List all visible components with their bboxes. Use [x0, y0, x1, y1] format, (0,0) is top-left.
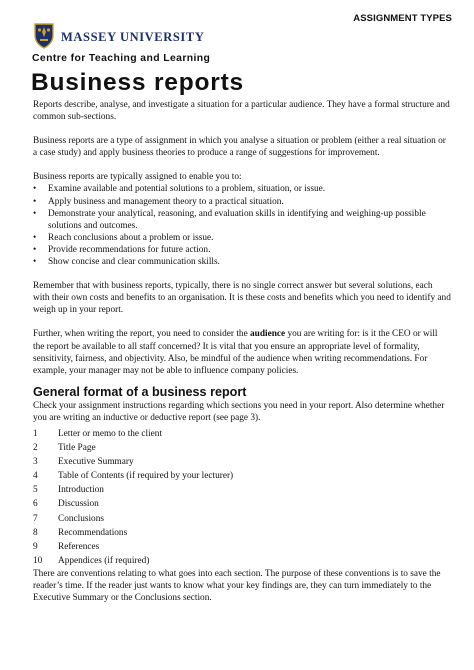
list-item	[33, 512, 451, 526]
audience-paragraph	[33, 328, 451, 376]
audience-text-after: you are writing for: is it the CEO or will the report be available to all staff concerned? It is vital that you ensure an appropriate level of formality, sensitivity, fairness, and objectivity. Also, be mindful of the audience when writing recommendations. For example, your manager may not be able to influence company policies.	[33, 329, 438, 376]
item-number: 2	[33, 443, 38, 454]
university-name: MASSEY UNIVERSITY	[61, 29, 205, 44]
list-item	[33, 427, 451, 441]
item-number: 6	[33, 499, 38, 510]
audience-bold-term: audience	[250, 329, 286, 340]
format-numbered-list	[33, 427, 451, 568]
item-text: Introduction	[58, 485, 104, 496]
item-number: 5	[33, 485, 38, 496]
intro-paragraph: Reports describe, analyse, and investigate a situation for a particular audience. They have a formal structure and common sub-sections.	[33, 100, 450, 123]
header-tag: ASSIGNMENT TYPES	[353, 13, 452, 24]
item-number: 8	[33, 527, 38, 538]
purpose-bullet-list	[33, 183, 451, 268]
university-crest-icon	[33, 21, 55, 49]
list-item	[33, 455, 451, 469]
item-number: 3	[33, 457, 38, 468]
section-intro-paragraph: Check your assignment instructions regarding which sections you need in your report. Also determine whether you are writing an inductive or deductive report (see page 3).	[33, 400, 445, 423]
item-text: Table of Contents (if required by your lecturer)	[58, 471, 234, 482]
list-item	[33, 554, 451, 568]
centre-name: Centre for Teaching and Learning	[32, 53, 211, 64]
list-item	[33, 483, 451, 497]
closing-paragraph: There are conventions relating to what goes into each section. The purpose of these conventions is to save the reader’s time. If the reader just wants to know what your key findings are, they can turn immediately to the Executive Summary or the Conclusions section.	[33, 568, 441, 604]
audience-text-before: Further, when writing the report, you need to consider the	[33, 329, 251, 340]
item-text: References	[58, 541, 100, 552]
university-logo	[33, 21, 204, 49]
item-text: Letter or memo to the client	[58, 428, 163, 439]
page-title: Business reports	[31, 69, 244, 96]
item-number: 9	[33, 541, 38, 552]
item-text: Title Page	[58, 443, 96, 454]
item-text: Conclusions	[58, 513, 104, 524]
list-item	[33, 526, 451, 540]
section-heading: General format of a business report	[33, 384, 247, 399]
item-number: 4	[33, 471, 38, 482]
item-number: 1	[33, 428, 38, 439]
list-item	[33, 497, 451, 511]
item-text: Executive Summary	[58, 457, 134, 468]
list-item	[33, 540, 451, 554]
bullet-item: • Show concise and clear communication skills.	[33, 256, 451, 268]
purpose-lead-paragraph: Business reports are typically assigned to enable you to:	[33, 172, 242, 183]
item-number: 10	[33, 555, 43, 566]
costs-benefits-paragraph: Remember that with business reports, typically, there is no single correct answer but several solutions, each with their own costs and benefits to an organisation. It is these costs and benefits which you need to identify and weigh up in your report.	[33, 281, 451, 316]
bullet-item: • Demonstrate your analytical, reasoning, and evaluation skills in identifying and weighing-up possible solutions and outcomes.	[33, 208, 451, 232]
bullet-item: • Apply business and management theory to a practical situation.	[33, 196, 451, 208]
definition-paragraph: Business reports are a type of assignment in which you analyse a situation or problem (either a real situation or a case study) and apply business theories to produce a range of suggestions for improvement.	[33, 136, 446, 159]
item-text: Appendices (if required)	[58, 555, 150, 566]
bullet-item: • Reach conclusions about a problem or issue.	[33, 232, 451, 244]
list-item	[33, 441, 451, 455]
bullet-item: • Provide recommendations for future action.	[33, 244, 451, 256]
list-item	[33, 469, 451, 483]
item-text: Discussion	[58, 499, 99, 510]
item-number: 7	[33, 513, 38, 524]
document-body	[33, 99, 451, 604]
bullet-item: • Examine available and potential solutions to a problem, situation, or issue.	[33, 183, 451, 195]
item-text: Recommendations	[58, 527, 128, 538]
